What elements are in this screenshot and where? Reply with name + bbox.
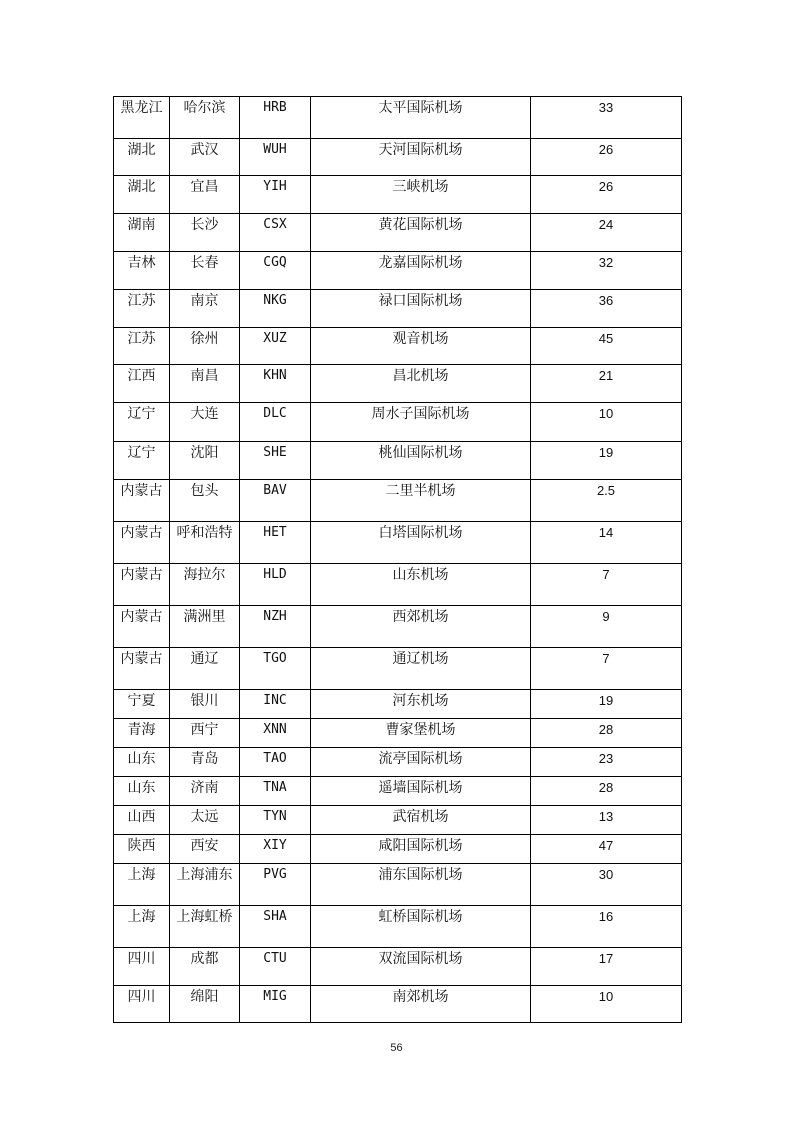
cell-province: 陕西 xyxy=(114,835,170,864)
table-row xyxy=(114,365,682,403)
cell-province: 四川 xyxy=(114,948,170,986)
cell-city: 呼和浩特 xyxy=(170,522,240,564)
cell-value: 47 xyxy=(531,835,682,864)
cell-airport: 太平国际机场 xyxy=(311,97,531,139)
cell-city: 青岛 xyxy=(170,748,240,777)
cell-city: 上海虹桥 xyxy=(170,906,240,948)
cell-value: 7 xyxy=(531,648,682,690)
cell-city: 绵阳 xyxy=(170,986,240,1023)
cell-code: WUH xyxy=(240,139,311,176)
cell-city: 西安 xyxy=(170,835,240,864)
cell-value: 33 xyxy=(531,97,682,139)
cell-airport: 西郊机场 xyxy=(311,606,531,648)
cell-code: BAV xyxy=(240,480,311,522)
cell-value: 10 xyxy=(531,403,682,442)
cell-airport: 天河国际机场 xyxy=(311,139,531,176)
cell-airport: 龙嘉国际机场 xyxy=(311,252,531,290)
table-row xyxy=(114,648,682,690)
cell-province: 山西 xyxy=(114,806,170,835)
table-row xyxy=(114,719,682,748)
cell-code: YIH xyxy=(240,176,311,214)
cell-city: 宜昌 xyxy=(170,176,240,214)
cell-value: 36 xyxy=(531,290,682,328)
page-number: 56 xyxy=(390,1042,403,1054)
cell-value: 23 xyxy=(531,748,682,777)
cell-code: NZH xyxy=(240,606,311,648)
cell-airport: 昌北机场 xyxy=(311,365,531,403)
table-row xyxy=(114,97,682,139)
cell-city: 银川 xyxy=(170,690,240,719)
cell-code: CSX xyxy=(240,214,311,252)
cell-province: 湖北 xyxy=(114,176,170,214)
cell-value: 26 xyxy=(531,139,682,176)
cell-value: 45 xyxy=(531,328,682,365)
cell-value: 19 xyxy=(531,690,682,719)
cell-value: 2.5 xyxy=(531,480,682,522)
cell-province: 内蒙古 xyxy=(114,648,170,690)
cell-province: 内蒙古 xyxy=(114,564,170,606)
cell-code: SHA xyxy=(240,906,311,948)
cell-province: 内蒙古 xyxy=(114,480,170,522)
cell-value: 28 xyxy=(531,719,682,748)
cell-airport: 双流国际机场 xyxy=(311,948,531,986)
cell-value: 13 xyxy=(531,806,682,835)
cell-airport: 二里半机场 xyxy=(311,480,531,522)
cell-value: 24 xyxy=(531,214,682,252)
cell-airport: 河东机场 xyxy=(311,690,531,719)
table-row xyxy=(114,290,682,328)
table-row xyxy=(114,564,682,606)
cell-province: 青海 xyxy=(114,719,170,748)
cell-code: CGQ xyxy=(240,252,311,290)
cell-city: 上海浦东 xyxy=(170,864,240,906)
table-row xyxy=(114,252,682,290)
table-row xyxy=(114,777,682,806)
cell-city: 南京 xyxy=(170,290,240,328)
cell-airport: 周水子国际机场 xyxy=(311,403,531,442)
cell-city: 海拉尔 xyxy=(170,564,240,606)
cell-airport: 观音机场 xyxy=(311,328,531,365)
cell-airport: 虹桥国际机场 xyxy=(311,906,531,948)
cell-province: 内蒙古 xyxy=(114,522,170,564)
cell-city: 包头 xyxy=(170,480,240,522)
cell-airport: 流亭国际机场 xyxy=(311,748,531,777)
cell-value: 9 xyxy=(531,606,682,648)
cell-value: 14 xyxy=(531,522,682,564)
cell-code: DLC xyxy=(240,403,311,442)
cell-airport: 三峡机场 xyxy=(311,176,531,214)
cell-airport: 桃仙国际机场 xyxy=(311,442,531,480)
cell-province: 上海 xyxy=(114,906,170,948)
table-row xyxy=(114,176,682,214)
cell-code: KHN xyxy=(240,365,311,403)
cell-airport: 白塔国际机场 xyxy=(311,522,531,564)
cell-city: 长沙 xyxy=(170,214,240,252)
cell-airport: 遥墙国际机场 xyxy=(311,777,531,806)
table-body xyxy=(114,97,682,1023)
cell-code: HLD xyxy=(240,564,311,606)
cell-code: XUZ xyxy=(240,328,311,365)
cell-city: 成都 xyxy=(170,948,240,986)
cell-city: 太远 xyxy=(170,806,240,835)
cell-code: SHE xyxy=(240,442,311,480)
cell-city: 满洲里 xyxy=(170,606,240,648)
cell-value: 16 xyxy=(531,906,682,948)
table-row xyxy=(114,806,682,835)
cell-value: 10 xyxy=(531,986,682,1023)
table-row xyxy=(114,835,682,864)
table-row xyxy=(114,403,682,442)
table-row xyxy=(114,606,682,648)
cell-province: 江西 xyxy=(114,365,170,403)
cell-code: TGO xyxy=(240,648,311,690)
cell-province: 四川 xyxy=(114,986,170,1023)
cell-province: 宁夏 xyxy=(114,690,170,719)
cell-city: 哈尔滨 xyxy=(170,97,240,139)
cell-value: 30 xyxy=(531,864,682,906)
cell-code: XIY xyxy=(240,835,311,864)
cell-city: 徐州 xyxy=(170,328,240,365)
cell-code: HET xyxy=(240,522,311,564)
cell-city: 南昌 xyxy=(170,365,240,403)
cell-province: 江苏 xyxy=(114,290,170,328)
cell-value: 19 xyxy=(531,442,682,480)
table-row xyxy=(114,328,682,365)
cell-value: 21 xyxy=(531,365,682,403)
cell-code: INC xyxy=(240,690,311,719)
cell-value: 28 xyxy=(531,777,682,806)
cell-province: 湖南 xyxy=(114,214,170,252)
cell-airport: 浦东国际机场 xyxy=(311,864,531,906)
cell-code: CTU xyxy=(240,948,311,986)
cell-province: 辽宁 xyxy=(114,442,170,480)
cell-airport: 山东机场 xyxy=(311,564,531,606)
table-row xyxy=(114,442,682,480)
table-row xyxy=(114,748,682,777)
cell-city: 通辽 xyxy=(170,648,240,690)
cell-city: 沈阳 xyxy=(170,442,240,480)
table-row xyxy=(114,864,682,906)
cell-value: 26 xyxy=(531,176,682,214)
cell-value: 32 xyxy=(531,252,682,290)
cell-value: 17 xyxy=(531,948,682,986)
cell-code: HRB xyxy=(240,97,311,139)
cell-province: 湖北 xyxy=(114,139,170,176)
cell-airport: 南郊机场 xyxy=(311,986,531,1023)
cell-code: MIG xyxy=(240,986,311,1023)
cell-code: TNA xyxy=(240,777,311,806)
table-row xyxy=(114,214,682,252)
cell-province: 辽宁 xyxy=(114,403,170,442)
table-row xyxy=(114,948,682,986)
cell-province: 吉林 xyxy=(114,252,170,290)
cell-province: 上海 xyxy=(114,864,170,906)
cell-city: 大连 xyxy=(170,403,240,442)
cell-airport: 曹家堡机场 xyxy=(311,719,531,748)
cell-code: NKG xyxy=(240,290,311,328)
cell-province: 山东 xyxy=(114,748,170,777)
table-row xyxy=(114,906,682,948)
table-row xyxy=(114,139,682,176)
table-row xyxy=(114,690,682,719)
cell-province: 内蒙古 xyxy=(114,606,170,648)
cell-airport: 武宿机场 xyxy=(311,806,531,835)
cell-code: PVG xyxy=(240,864,311,906)
cell-code: XNN xyxy=(240,719,311,748)
cell-city: 济南 xyxy=(170,777,240,806)
table-row xyxy=(114,522,682,564)
cell-airport: 通辽机场 xyxy=(311,648,531,690)
cell-province: 江苏 xyxy=(114,328,170,365)
cell-code: TYN xyxy=(240,806,311,835)
table-row xyxy=(114,480,682,522)
cell-province: 黑龙江 xyxy=(114,97,170,139)
cell-value: 7 xyxy=(531,564,682,606)
cell-city: 武汉 xyxy=(170,139,240,176)
cell-code: TAO xyxy=(240,748,311,777)
cell-airport: 黄花国际机场 xyxy=(311,214,531,252)
cell-city: 西宁 xyxy=(170,719,240,748)
airport-table xyxy=(113,96,682,1023)
cell-city: 长春 xyxy=(170,252,240,290)
table-row xyxy=(114,986,682,1023)
cell-airport: 咸阳国际机场 xyxy=(311,835,531,864)
cell-airport: 禄口国际机场 xyxy=(311,290,531,328)
cell-province: 山东 xyxy=(114,777,170,806)
